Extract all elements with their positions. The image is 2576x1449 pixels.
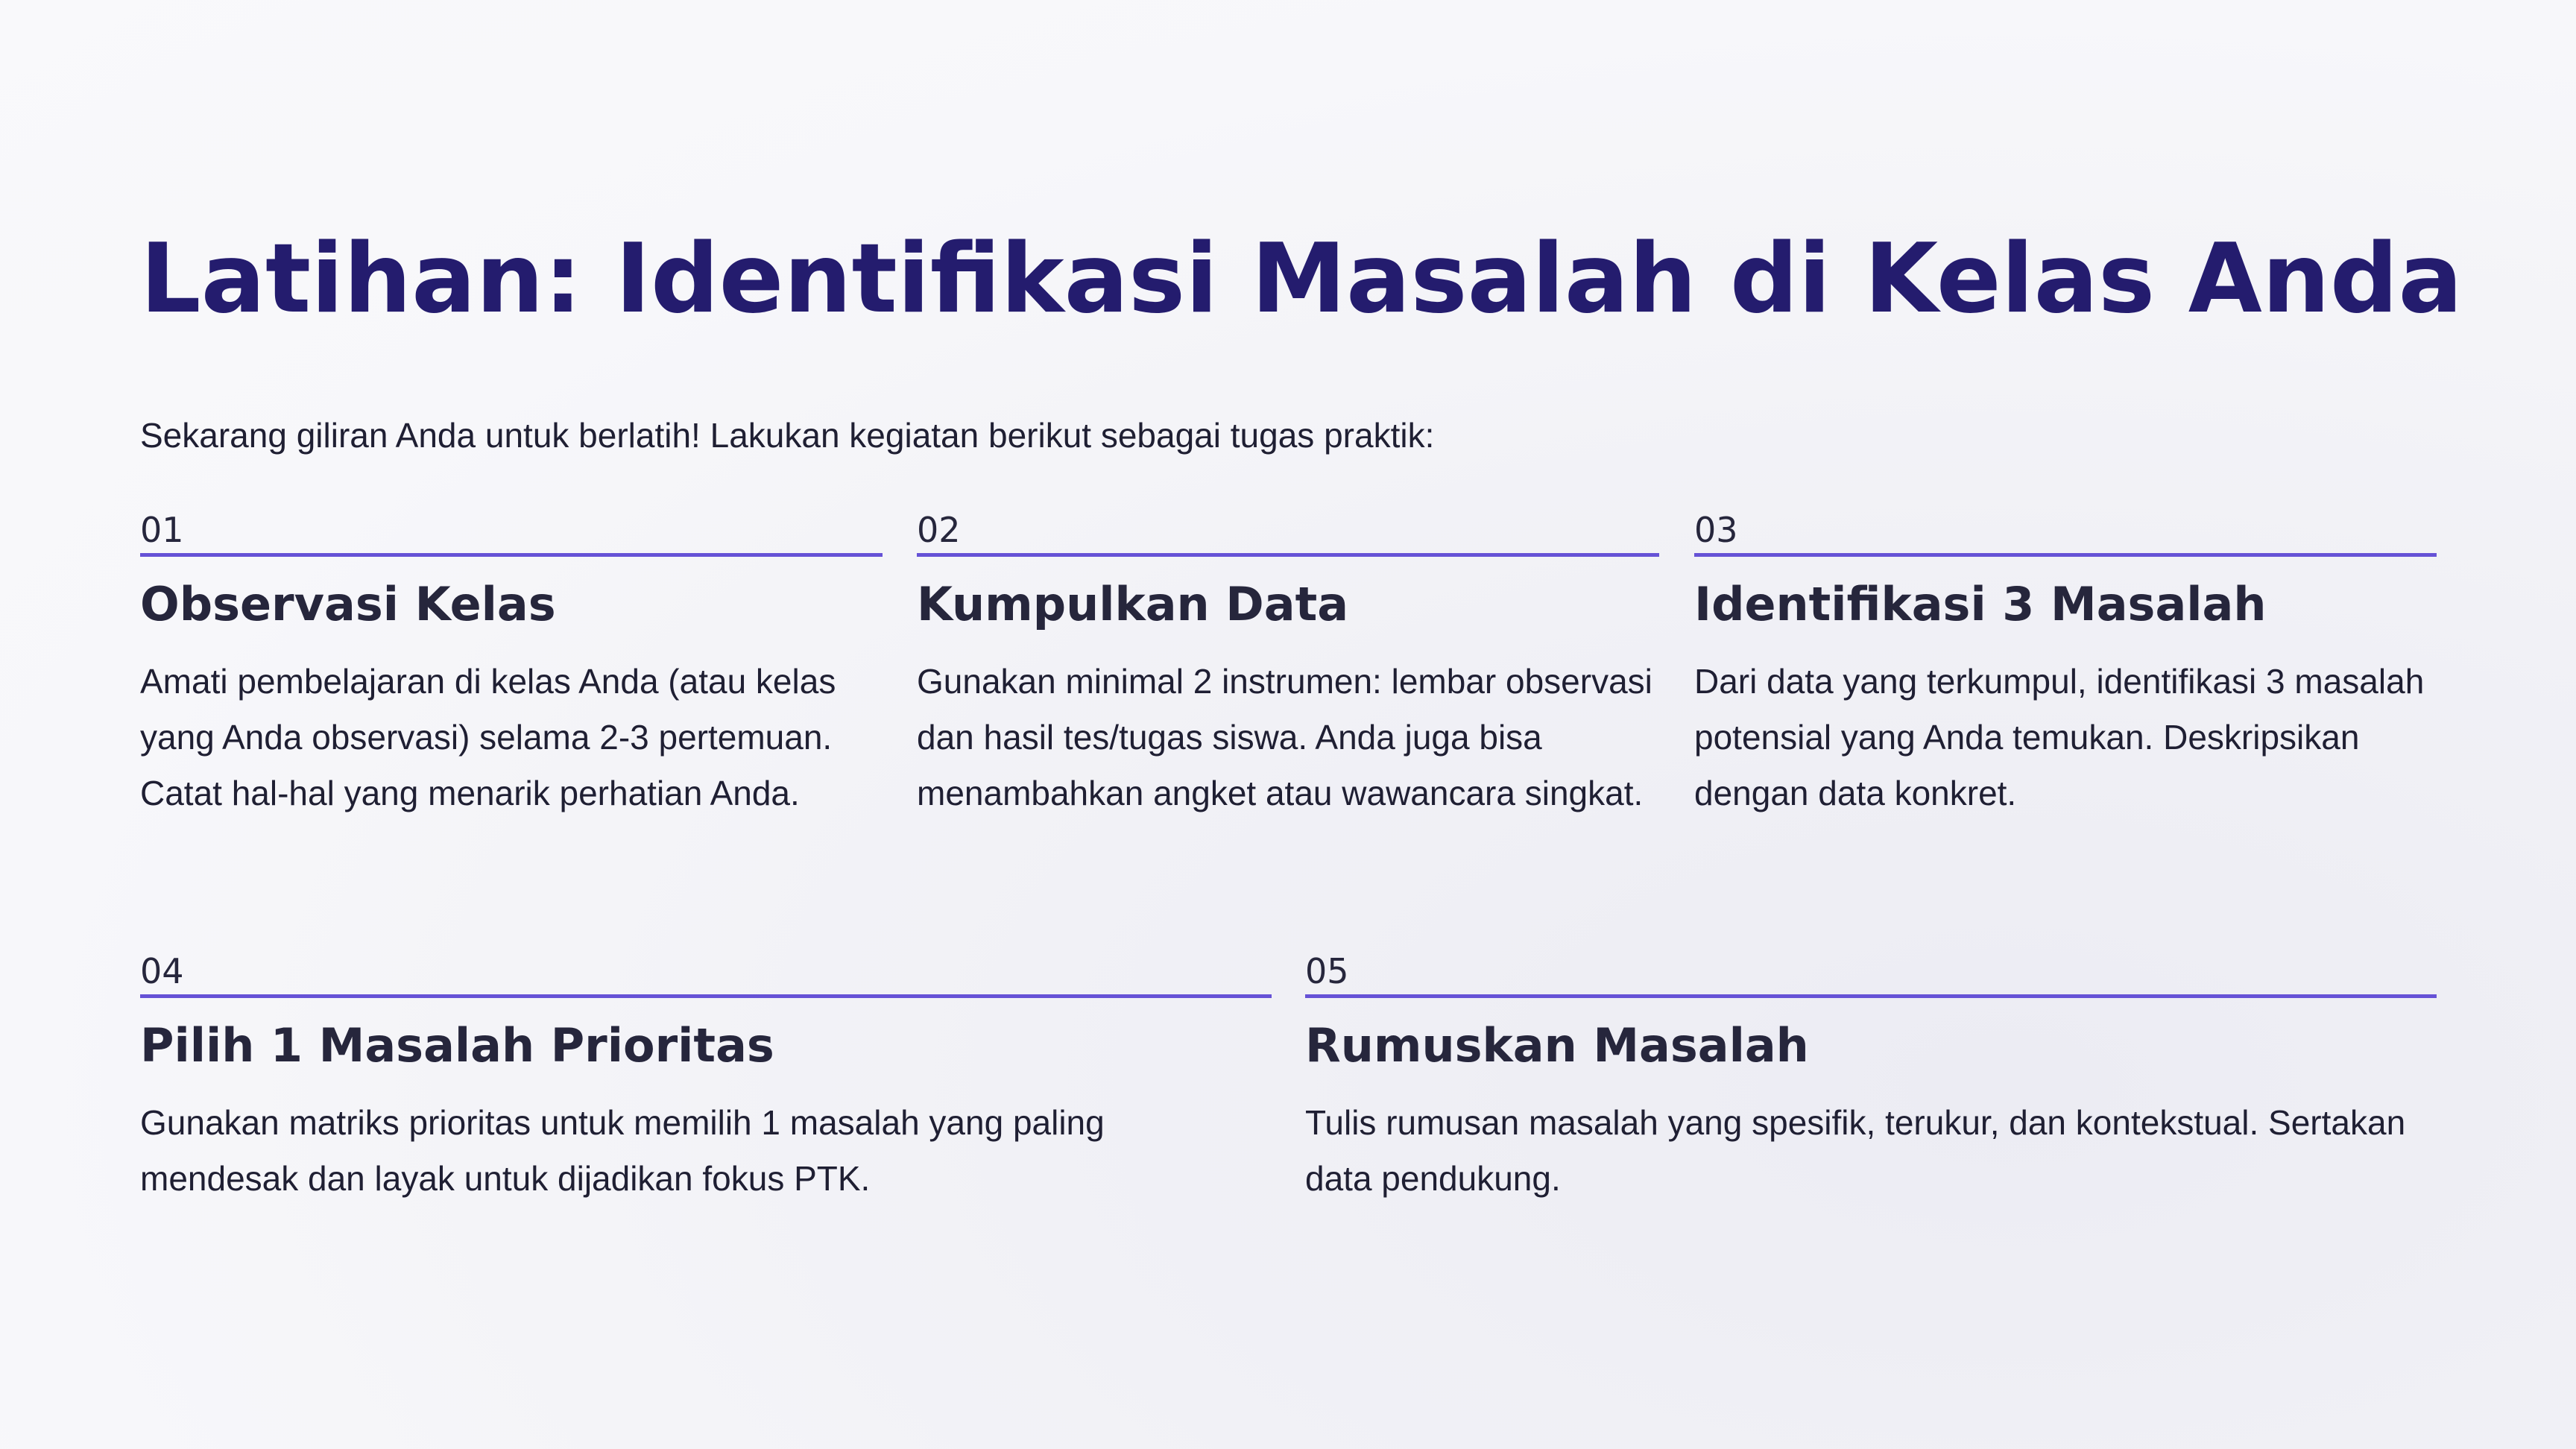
- step-divider: [917, 553, 1659, 557]
- step-number: 05: [1305, 951, 1349, 991]
- page-subtitle: Sekarang giliran Anda untuk berlatih! Lakukan kegiatan berikut sebagai tugas praktik:: [140, 416, 1435, 455]
- step-divider: [140, 994, 1272, 998]
- step-description: Amati pembelajaran di kelas Anda (atau kelas yang Anda observasi) selama 2-3 pertemuan. Catat hal-hal yang menarik perhatian Anda.: [140, 662, 836, 812]
- step-heading: Kumpulkan Data: [917, 577, 1349, 631]
- step-description: Gunakan minimal 2 instrumen: lembar observasi dan hasil tes/tugas siswa. Anda juga bisa menambahkan angket atau wawancara singkat.: [917, 662, 1652, 812]
- step-description: Tulis rumusan masalah yang spesifik, terukur, dan kontekstual. Sertakan data pendukung.: [1305, 1103, 2406, 1198]
- step-heading: Rumuskan Masalah: [1305, 1018, 1809, 1073]
- step-card-rumuskan: [1305, 951, 2437, 1207]
- step-divider: [1694, 553, 2437, 557]
- step-number: 04: [140, 951, 184, 991]
- step-description: Gunakan matriks prioritas untuk memilih 1 masalah yang paling mendesak dan layak untuk dijadikan fokus PTK.: [140, 1103, 1105, 1198]
- step-card-identifikasi: [1694, 510, 2437, 821]
- step-card-kumpulkan-data: [917, 510, 1659, 821]
- step-heading: Identifikasi 3 Masalah: [1694, 577, 2267, 631]
- page-title: Latihan: Identifikasi Masalah di Kelas Anda: [140, 224, 2463, 335]
- step-heading: Pilih 1 Masalah Prioritas: [140, 1018, 774, 1073]
- step-description: Dari data yang terkumpul, identifikasi 3 masalah potensial yang Anda temukan. Deskripsikan dengan data konkret.: [1694, 662, 2425, 812]
- step-heading: Observasi Kelas: [140, 577, 556, 631]
- step-card-pilih-prioritas: [140, 951, 1272, 1207]
- step-number: 02: [917, 510, 961, 550]
- step-divider: [1305, 994, 2437, 998]
- step-number: 03: [1694, 510, 1738, 550]
- step-divider: [140, 553, 883, 557]
- step-number: 01: [140, 510, 184, 550]
- step-card-observasi: [140, 510, 883, 821]
